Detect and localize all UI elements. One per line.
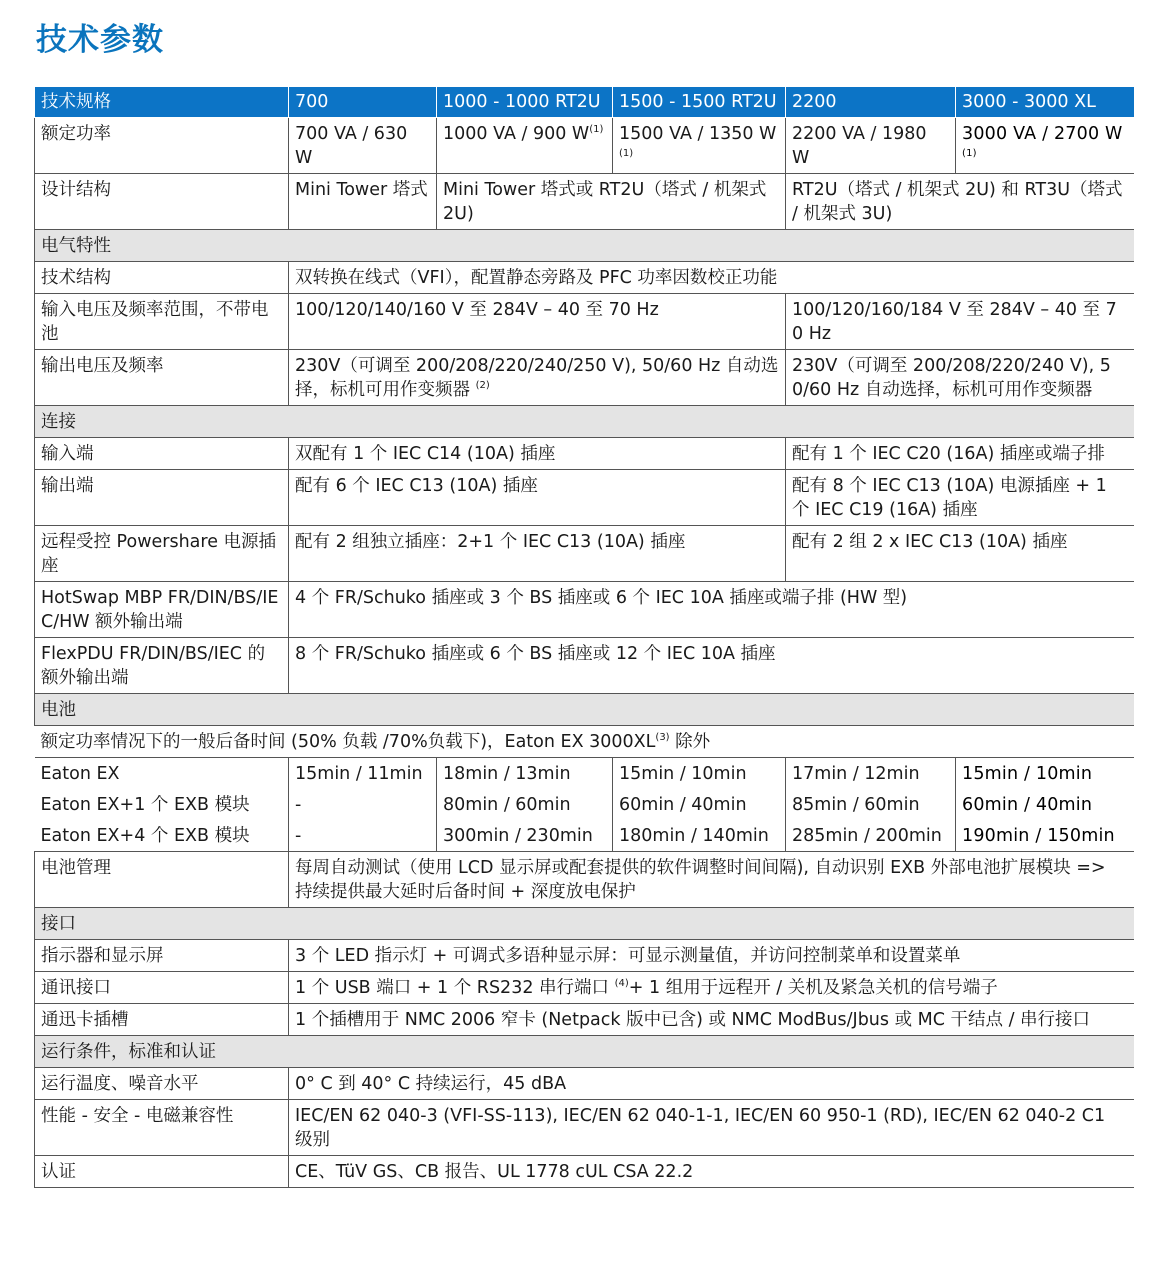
cell-1000: 80min / 60min xyxy=(437,789,613,820)
cell-700: 15min / 11min xyxy=(289,758,437,790)
row-label: HotSwap MBP FR/DIN/BS/IEC/HW 额外输出端 xyxy=(35,582,289,638)
row-label: 技术结构 xyxy=(35,262,289,294)
cell-value: CE、TüV GS、CB 报告、UL 1778 cUL CSA 22.2 xyxy=(289,1156,1134,1188)
cell-700: Mini Tower 塔式 xyxy=(289,174,437,230)
cell-1500: 60min / 40min xyxy=(613,789,786,820)
spec-table xyxy=(34,86,1134,1188)
cell-value: 1000 VA / 900 W xyxy=(443,124,590,144)
cell-value: 0° C 到 40° C 持续运行，45 dBA xyxy=(289,1068,1134,1100)
cell-value-b: 100/120/160/184 V 至 284V – 40 至 70 Hz xyxy=(786,294,1134,350)
row-battery-mgmt xyxy=(35,852,1134,908)
section-battery xyxy=(35,694,1134,726)
backup-note xyxy=(35,726,1134,758)
cell-value-a: 双配有 1 个 IEC C14 (10A) 插座 xyxy=(289,438,786,470)
row-label: 输出端 xyxy=(35,470,289,526)
row-hotswap xyxy=(35,582,1134,638)
cell-value: 1500 VA / 1350 W xyxy=(619,124,777,144)
cell-value: 4 个 FR/Schuko 插座或 3 个 BS 插座或 6 个 IEC 10A 插座或端子排 (HW 型) xyxy=(289,582,1134,638)
cell-text-a: 1 个 USB 端口 + 1 个 RS232 串行端口 xyxy=(295,978,610,998)
row-label: FlexPDU FR/DIN/BS/IEC 的额外输出端 xyxy=(35,638,289,694)
cell-3000: 190min / 150min xyxy=(956,820,1134,852)
cell-value-b: 配有 8 个 IEC C13 (10A) 电源插座 + 1 个 IEC C19 (16A) 插座 xyxy=(786,470,1134,526)
header-cell-700: 700 xyxy=(289,87,437,118)
cell-700: 700 VA / 630 W xyxy=(289,118,437,174)
cell-value-a: 配有 2 组独立插座：2+1 个 IEC C13 (10A) 插座 xyxy=(289,526,786,582)
cell-value-a xyxy=(289,350,786,406)
cell-1000: 300min / 230min xyxy=(437,820,613,852)
header-cell-spec: 技术规格 xyxy=(35,87,289,118)
cell-1000: 18min / 13min xyxy=(437,758,613,790)
row-label: 指示器和显示屏 xyxy=(35,940,289,972)
footnote-ref: (4) xyxy=(614,978,629,989)
row-label: 设计结构 xyxy=(35,174,289,230)
cell-700: - xyxy=(289,789,437,820)
row-topology xyxy=(35,262,1134,294)
cell-3000: 15min / 10min xyxy=(956,758,1134,790)
footnote-ref: (3) xyxy=(655,732,670,743)
page-title: 技术参数 xyxy=(36,22,164,58)
section-title: 接口 xyxy=(35,908,1134,940)
cell-value: 1 个插槽用于 NMC 2006 窄卡 (Netpack 版中已含) 或 NMC ModBus/Jbus 或 MC 干结点 / 串行接口 xyxy=(289,1004,1134,1036)
row-comm xyxy=(35,972,1134,1004)
cell-value-a: 配有 6 个 IEC C13 (10A) 插座 xyxy=(289,470,786,526)
section-electrical xyxy=(35,230,1134,262)
cell-700: - xyxy=(289,820,437,852)
row-label: 通迅卡插槽 xyxy=(35,1004,289,1036)
row-design xyxy=(35,174,1134,230)
row-perf xyxy=(35,1100,1134,1156)
row-label: 远程受控 Powershare 电源插座 xyxy=(35,526,289,582)
section-title: 运行条件，标准和认证 xyxy=(35,1036,1134,1068)
row-temp xyxy=(35,1068,1134,1100)
cell-2200: 2200 VA / 1980 W xyxy=(786,118,956,174)
row-backup-note xyxy=(35,726,1134,758)
section-interface xyxy=(35,908,1134,940)
cell-1000 xyxy=(437,118,613,174)
cell-value: IEC/EN 62 040-3 (VFI-SS-113), IEC/EN 62 040-1-1, IEC/EN 60 950-1 (RD), IEC/EN 62 040-2 C1 级别 xyxy=(289,1100,1134,1156)
cell-1000-1500: Mini Tower 塔式或 RT2U（塔式 / 机架式 2U) xyxy=(437,174,786,230)
row-powershare xyxy=(35,526,1134,582)
header-cell-2200: 2200 xyxy=(786,87,956,118)
cell-value-b: 230V（可调至 200/208/220/240 V), 50/60 Hz 自动选择，标机可用作变频器 xyxy=(786,350,1134,406)
cell-value xyxy=(289,972,1134,1004)
cell-value-b: 配有 2 组 2 x IEC C13 (10A) 插座 xyxy=(786,526,1134,582)
cell-value: 双转换在线式（VFI），配置静态旁路及 PFC 功率因数校正功能 xyxy=(289,262,1134,294)
cell-2200: 85min / 60min xyxy=(786,789,956,820)
row-label: 认证 xyxy=(35,1156,289,1188)
row-label: 性能 - 安全 - 电磁兼容性 xyxy=(35,1100,289,1156)
cell-3000 xyxy=(956,118,1134,174)
row-label: 输出电压及频率 xyxy=(35,350,289,406)
header-cell-1500: 1500 - 1500 RT2U xyxy=(613,87,786,118)
row-label: 额定功率 xyxy=(35,118,289,174)
row-label: 运行温度、噪音水平 xyxy=(35,1068,289,1100)
cell-text-b: + 1 组用于远程开 / 关机及紧急关机的信号端子 xyxy=(628,978,998,998)
footnote-ref: (1) xyxy=(962,148,977,159)
footnote-ref: (1) xyxy=(589,124,604,135)
footnote-ref: (2) xyxy=(475,380,490,391)
footnote-ref: (1) xyxy=(619,148,634,159)
cell-2200: 17min / 12min xyxy=(786,758,956,790)
cell-2200-3000: RT2U（塔式 / 机架式 2U) 和 RT3U（塔式 / 机架式 3U) xyxy=(786,174,1134,230)
section-title: 连接 xyxy=(35,406,1134,438)
cell-value: 3 个 LED 指示灯 + 可调式多语种显示屏：可显示测量值，并访问控制菜单和设置菜单 xyxy=(289,940,1134,972)
header-cell-1000: 1000 - 1000 RT2U xyxy=(437,87,613,118)
row-outputs xyxy=(35,470,1134,526)
row-output-voltage xyxy=(35,350,1134,406)
row-battery-ex-4exb xyxy=(35,820,1134,852)
row-label: 通讯接口 xyxy=(35,972,289,1004)
cell-3000: 60min / 40min xyxy=(956,789,1134,820)
section-title: 电池 xyxy=(35,694,1134,726)
table-header-row xyxy=(35,87,1134,118)
row-label: 输入电压及频率范围，不带电池 xyxy=(35,294,289,350)
cell-value: 8 个 FR/Schuko 插座或 6 个 BS 插座或 12 个 IEC 10A 插座 xyxy=(289,638,1134,694)
cell-1500 xyxy=(613,118,786,174)
cell-value: 每周自动测试（使用 LCD 显示屏或配套提供的软件调整时间间隔), 自动识别 EXB 外部电池扩展模块 => 持续提供最大延时后备时间 + 深度放电保护 xyxy=(289,852,1134,908)
row-label: Eaton EX xyxy=(35,758,289,790)
row-battery-ex-1exb xyxy=(35,789,1134,820)
row-cert xyxy=(35,1156,1134,1188)
section-connections xyxy=(35,406,1134,438)
row-label: Eaton EX+1 个 EXB 模块 xyxy=(35,789,289,820)
cell-1500: 15min / 10min xyxy=(613,758,786,790)
section-title: 电气特性 xyxy=(35,230,1134,262)
cell-1500: 180min / 140min xyxy=(613,820,786,852)
cell-value-b: 配有 1 个 IEC C20 (16A) 插座或端子排 xyxy=(786,438,1134,470)
row-label: 电池管理 xyxy=(35,852,289,908)
row-label: Eaton EX+4 个 EXB 模块 xyxy=(35,820,289,852)
row-label: 输入端 xyxy=(35,438,289,470)
note-text: 额定功率情况下的一般后备时间 (50% 负载 /70%负载下)，Eaton EX 3000XL xyxy=(40,732,656,752)
cell-value-a: 100/120/140/160 V 至 284V – 40 至 70 Hz xyxy=(289,294,786,350)
row-display xyxy=(35,940,1134,972)
row-input-voltage xyxy=(35,294,1134,350)
header-cell-3000: 3000 - 3000 XL xyxy=(956,87,1134,118)
section-operating xyxy=(35,1036,1134,1068)
note-tail: 除外 xyxy=(669,732,711,752)
row-rated-power xyxy=(35,118,1134,174)
cell-2200: 285min / 200min xyxy=(786,820,956,852)
row-slot xyxy=(35,1004,1134,1036)
cell-text: 230V（可调至 200/208/220/240/250 V), 50/60 Hz 自动选择，标机可用作变频器 xyxy=(295,356,779,400)
cell-value: 3000 VA / 2700 W xyxy=(962,124,1123,144)
row-flexpdu xyxy=(35,638,1134,694)
row-battery-ex xyxy=(35,758,1134,790)
row-inputs xyxy=(35,438,1134,470)
